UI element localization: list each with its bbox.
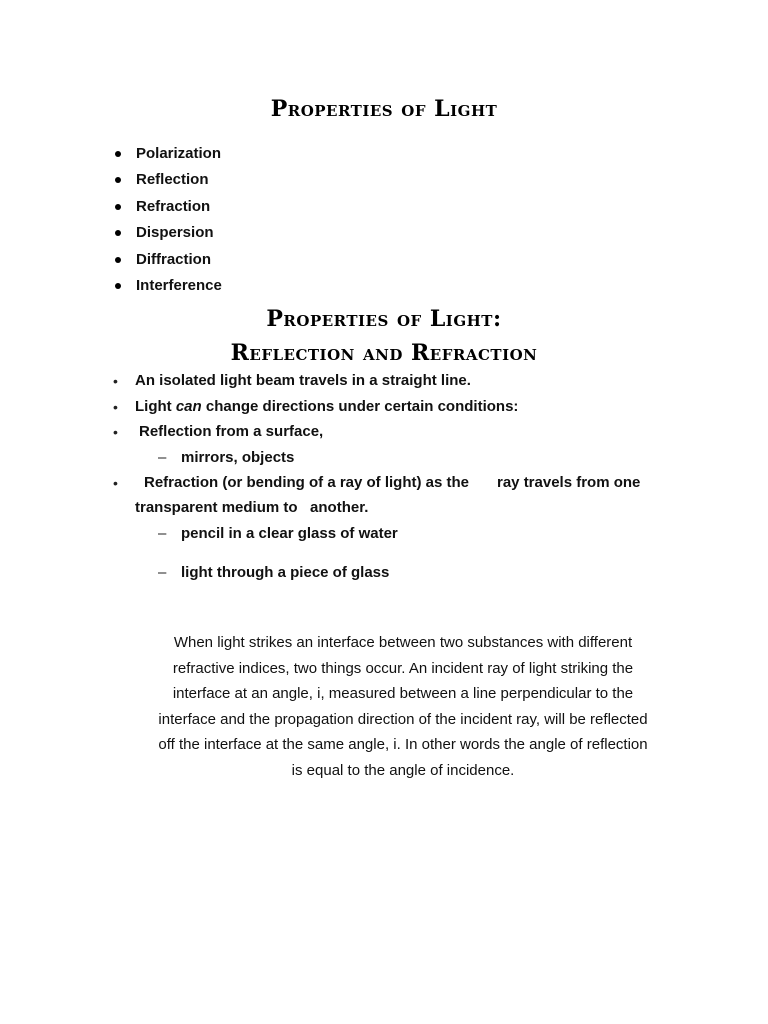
point-straight-line: An isolated light beam travels in a straight line. [135,372,471,389]
bullet-glyph: • [113,373,118,389]
sub-point-mirrors: mirrors, objects [181,449,295,466]
point-text: Light [135,398,176,415]
list-item-label: Reflection [136,171,209,189]
point-change-direction [135,397,518,417]
list-item [112,143,222,169]
paragraph-line: refractive indices, two things occur. An incident ray of light striking the [172,659,634,677]
list-item-label: Dispersion [136,224,214,242]
list-item [112,222,222,248]
paragraph-line: When light strikes an interface between two substances with different [173,634,633,651]
properties-list [112,143,222,301]
list-item-label: Interference [136,276,222,294]
point-reflection: Reflection from a surface, [139,423,324,440]
dash-glyph: – [158,525,167,542]
list-item [112,275,222,301]
sub-point-pencil: pencil in a clear glass of water [181,525,398,542]
bullet-glyph: • [113,424,118,440]
bullet-icon [115,283,121,289]
bullet-icon [115,177,121,183]
point-refraction-part1: Refraction (or bending of a ray of light) as the [144,474,470,491]
bullet-icon [115,204,121,210]
sub-point-glass: light through a piece of glass [181,564,390,581]
paragraph-line: interface at an angle, i, measured between a line perpendicular to the [172,685,634,703]
list-item-label: Diffraction [136,250,211,268]
paragraph-line: off the interface at the same angle, i. In other words the angle of reflection [158,736,648,754]
explanation-paragraph [128,630,678,784]
list-item-label: Refraction [136,197,211,215]
list-item [112,169,222,195]
bullet-glyph: • [113,475,118,491]
list-item [112,249,222,275]
section-heading-line2: Reflection and Refraction [230,340,538,366]
dash-glyph: – [158,449,167,466]
point-text: change directions under certain conditions: [201,398,519,415]
point-refraction-continued: transparent medium to another. [135,499,369,516]
emphasis-text: can [175,398,202,415]
list-item-label: Polarization [136,145,222,162]
paragraph-line: is equal to the angle of incidence. [291,761,515,779]
bullet-icon [115,230,121,236]
point-refraction-part2: ray travels from one [497,474,641,491]
page-title: Properties of Light [270,96,498,122]
bullet-glyph: • [113,399,118,415]
bullet-icon [115,257,121,263]
list-item [112,196,222,222]
dash-glyph: – [158,564,167,581]
paragraph-line: interface and the propagation direction of the incident ray, will be reflected [158,710,648,728]
section-heading-line1: Properties of Light: [266,306,502,332]
bullet-icon [115,151,121,157]
